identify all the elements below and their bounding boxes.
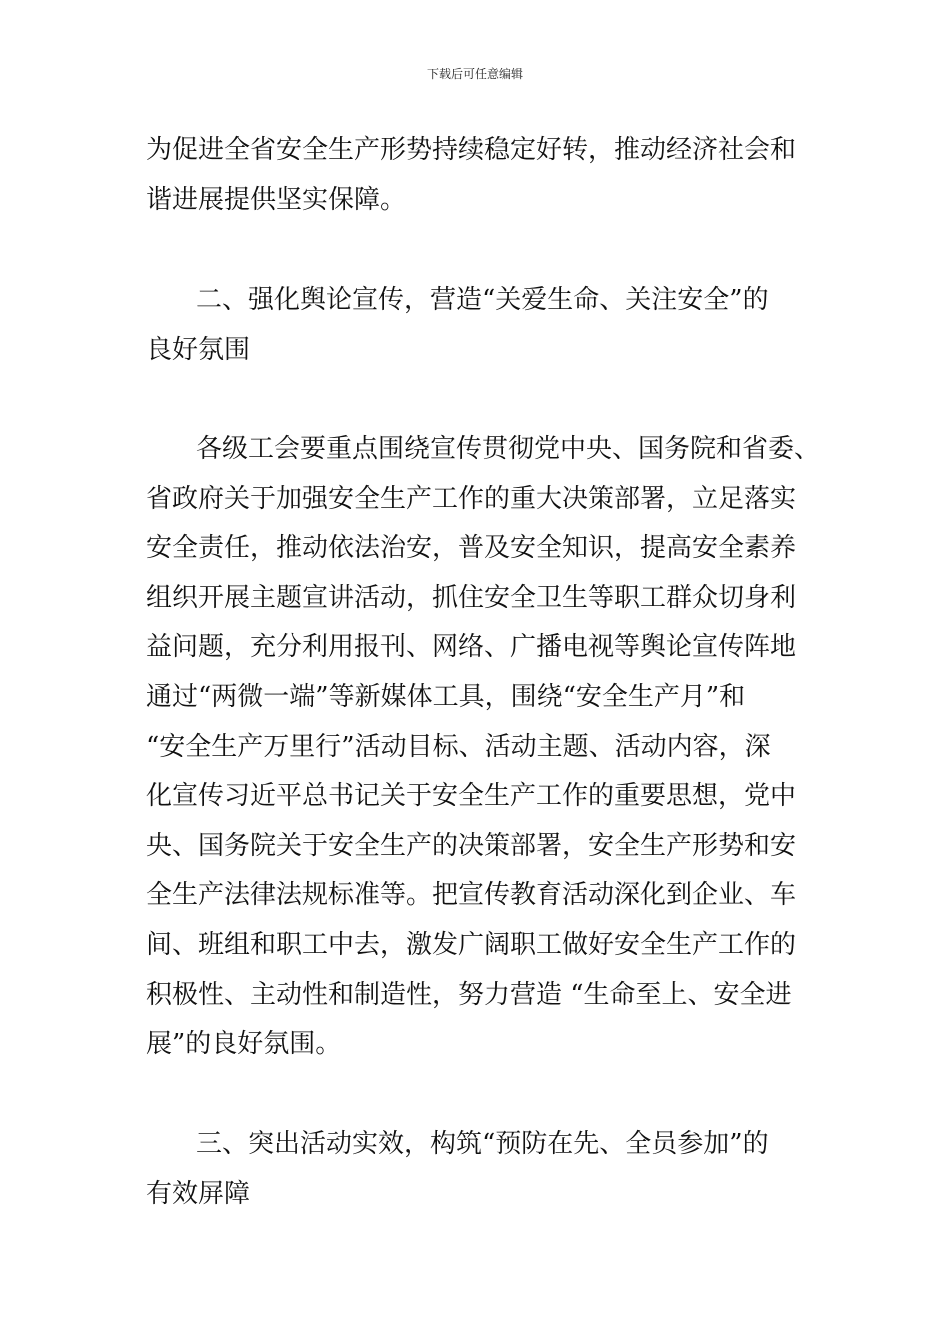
paragraph-line: 通过“两微一端”等新媒体工具，围绕“安全生产月”和 bbox=[146, 682, 746, 712]
page-header-note: 下载后可任意编辑 bbox=[426, 67, 523, 81]
paragraph-line: 央、国务院关于安全生产的决策部署，安全生产形势和安 bbox=[146, 831, 797, 861]
paragraph-line: 省政府关于加强安全生产工作的重大决策部署，立足落实 bbox=[146, 484, 797, 514]
paragraph-line: 益问题，充分利用报刊、网络、广播电视等舆论宣传阵地 bbox=[146, 632, 797, 662]
paragraph-line: 组织开展主题宣讲活动，抓住安全卫生等职工群众切身利 bbox=[146, 583, 797, 613]
paragraph-line: 安全责任，推动依法治安，普及安全知识，提高安全素养 bbox=[146, 533, 797, 563]
paragraph-line: 展”的良好氛围。 bbox=[146, 1029, 342, 1059]
section-heading-line: 良好氛围 bbox=[146, 335, 251, 365]
section-heading-line: 三、突出活动实效，构筑“预防在先、全员参加”的 bbox=[196, 1129, 769, 1159]
paragraph-line: 全生产法律法规标准等。把宣传教育活动深化到企业、车 bbox=[146, 880, 797, 910]
paragraph-line: 为促进全省安全生产形势持续稳定好转，推动经济社会和 bbox=[146, 135, 797, 165]
paragraph-line: 间、班组和职工中去，激发广阔职工做好安全生产工作的 bbox=[146, 930, 797, 960]
paragraph-line: 谐进展提供坚实保障。 bbox=[146, 185, 407, 215]
section-heading-line: 二、强化舆论宣传，营造“关爱生命、关注安全”的 bbox=[196, 285, 769, 315]
paragraph-line: 各级工会要重点围绕宣传贯彻党中央、国务院和省委、 bbox=[196, 434, 821, 464]
paragraph-line: 化宣传习近平总书记关于安全生产工作的重要思想，党中 bbox=[146, 781, 797, 811]
paragraph-line: 积极性、主动性和制造性，努力营造 “生命至上、安全进 bbox=[146, 980, 792, 1010]
paragraph-line: “安全生产万里行”活动目标、活动主题、活动内容，深 bbox=[146, 732, 771, 762]
section-heading-line: 有效屏障 bbox=[146, 1179, 251, 1209]
